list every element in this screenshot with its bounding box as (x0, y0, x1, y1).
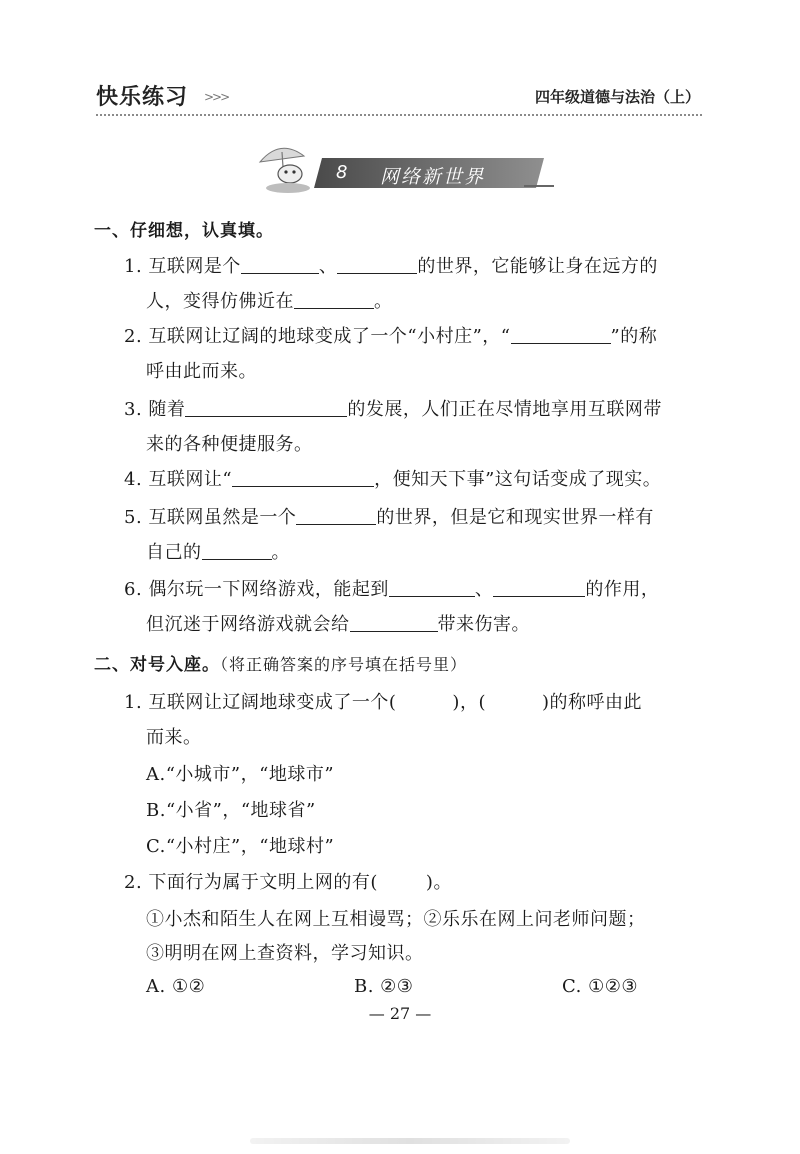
answer-blank[interactable] (350, 613, 438, 632)
footer-faded-text (250, 1138, 570, 1144)
question-text: 带来伤害。 (437, 614, 530, 635)
question-text: 、 (474, 579, 494, 600)
question-text: 5. 互联网虽然是一个 (124, 507, 297, 528)
answer-blank[interactable] (241, 255, 319, 274)
question-3-line-2: 来的各种便捷服务。 (146, 434, 313, 455)
choice-1-option-b: B.“小省”，“地球省” (146, 800, 316, 821)
question-text: 人，变得仿佛近在 (146, 291, 294, 312)
choice-1-option-a: A.“小城市”，“地球市” (146, 764, 335, 785)
question-4-line-1 (124, 465, 661, 491)
question-1-line-2 (146, 287, 393, 313)
choice-2-line-1 (124, 868, 452, 894)
answer-blank[interactable] (389, 578, 475, 597)
choice-2-option-c: C. ①②③ (562, 976, 638, 997)
lesson-number: 8 (336, 162, 348, 183)
question-6-line-2 (146, 610, 530, 636)
choice-1-line-2: 而来。 (146, 727, 202, 748)
choice-1-line-1 (124, 688, 642, 714)
question-text: 但沉迷于网络游戏就会给 (146, 614, 350, 635)
question-text: 、 (318, 256, 338, 277)
section-1-title: 一、仔细想，认真填。 (94, 221, 274, 241)
question-text: 1. 互联网让辽阔地球变成了一个( (124, 692, 397, 713)
question-text: 2. 下面行为属于文明上网的有( (124, 872, 378, 893)
question-text: ，便知天下事”这句话变成了现实。 (374, 469, 662, 490)
question-text: 。 (271, 542, 290, 563)
answer-blank[interactable] (296, 506, 376, 525)
question-text: 的发展，人们正在尽情地享用互联网带 (347, 399, 662, 420)
question-5-line-1 (124, 503, 654, 529)
question-text: ”的称 (610, 326, 658, 347)
question-text: 。 (374, 291, 393, 312)
question-3-line-1 (124, 395, 662, 421)
question-text: )，( (452, 692, 486, 713)
umbrella-mascot-icon (254, 138, 324, 196)
header-divider (96, 114, 702, 116)
grade-subject: 四年级道德与法治（上） (534, 88, 700, 106)
question-text: 3. 随着 (124, 399, 186, 420)
question-text: 1. 互联网是个 (124, 256, 241, 277)
section-2-title (94, 650, 467, 675)
lesson-heading (254, 138, 554, 198)
section-2-instruction: （将正确答案的序号填在括号里） (220, 655, 468, 674)
answer-blank[interactable] (294, 290, 374, 309)
answer-blank[interactable] (232, 468, 374, 487)
answer-blank[interactable] (202, 541, 272, 560)
question-text: )的称呼由此 (541, 692, 642, 713)
question-text: 2. 互联网让辽阔的地球变成了一个“小村庄”，“ (124, 326, 511, 347)
choice-2-option-b: B. ②③ (354, 976, 414, 997)
answer-blank[interactable] (337, 255, 417, 274)
page-number: — 27 — (368, 1004, 432, 1023)
question-text: 的世界，但是它和现实世界一样有 (376, 507, 654, 528)
answer-blank[interactable] (493, 578, 585, 597)
page-header (96, 72, 702, 116)
section-2-heading: 二、对号入座。 (94, 655, 220, 675)
question-1-line-1 (124, 252, 658, 278)
choice-1-option-c: C.“小村庄”，“地球村” (146, 836, 335, 857)
chevron-decoration: >>> (204, 90, 229, 104)
answer-blank[interactable] (511, 325, 611, 344)
brand-title: 快乐练习 (96, 85, 189, 110)
question-text: 6. 偶尔玩一下网络游戏，能起到 (124, 579, 389, 600)
question-text: 的作用， (585, 579, 660, 600)
banner-tail-line (524, 185, 554, 187)
question-6-line-1 (124, 575, 659, 601)
choice-2-line-3: ③明明在网上查资料，学习知识。 (146, 943, 424, 964)
question-text: 的世界，它能够让身在远方的 (417, 256, 658, 277)
lesson-title: 网络新世界 (380, 166, 486, 188)
choice-2-line-2: ①小杰和陌生人在网上互相谩骂；②乐乐在网上问老师问题； (146, 909, 646, 930)
question-text: )。 (425, 872, 452, 893)
question-text: 4. 互联网让“ (124, 469, 233, 490)
question-2-line-1 (124, 322, 657, 348)
choice-2-option-a: A. ①② (146, 976, 206, 997)
question-5-line-2 (146, 538, 290, 564)
answer-blank[interactable] (185, 398, 347, 417)
question-2-line-2: 呼由此而来。 (146, 361, 257, 382)
question-text: 自己的 (146, 542, 202, 563)
